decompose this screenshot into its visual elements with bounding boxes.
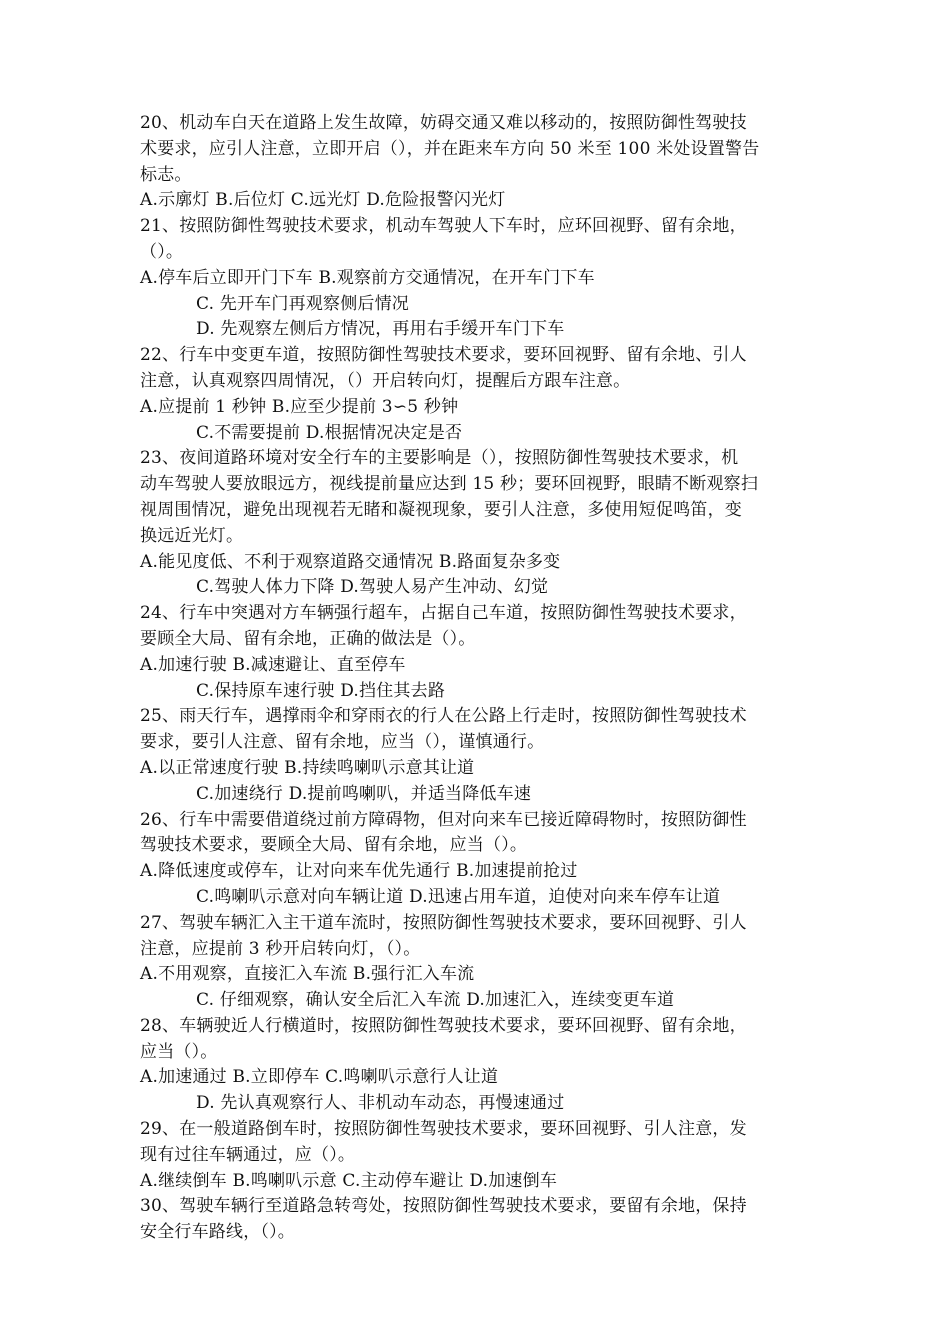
question-text-line: 要求，要引人注意、留有余地，应当（），谨慎通行。 bbox=[140, 732, 545, 753]
question-text-line: 30、驾驶车辆行至道路急转弯处，按照防御性驾驶技术要求，要留有余地，保持 bbox=[140, 1196, 747, 1217]
question-item bbox=[140, 1014, 830, 1117]
question-text-line: 要顾全大局、留有余地，正确的做法是（）。 bbox=[140, 628, 476, 649]
answer-options-line: A.能见度低、不利于观察道路交通情况 B.路面复杂多变 bbox=[140, 551, 561, 572]
question-text-line: 22、行车中变更车道，按照防御性驾驶技术要求，要环回视野、留有余地、引人 bbox=[140, 345, 747, 366]
question-text-line: 注意，应提前 3 秒开启转向灯，（）。 bbox=[140, 938, 421, 959]
question-item bbox=[140, 343, 830, 446]
answer-options-line: A.不用观察，直接汇入车流 B.强行汇入车流 bbox=[140, 964, 475, 985]
question-text-line: 视周围情况，避免出现视若无睹和凝视现象，要引人注意，多使用短促鸣笛，变 bbox=[140, 499, 742, 520]
question-text-line: 20、机动车白天在道路上发生故障，妨碍交通又难以移动的，按照防御性驾驶技 bbox=[140, 113, 747, 133]
question-text-line: 24、行车中突遇对方车辆强行超车，占据自己车道，按照防御性驾驶技术要求， bbox=[140, 603, 747, 624]
answer-options-line: C.鸣喇叭示意对向车辆让道 D.迅速占用车道，迫使对向来车停车让道 bbox=[196, 886, 721, 907]
question-item bbox=[140, 1117, 830, 1194]
question-text-line: 25、雨天行车，遇撑雨伞和穿雨衣的行人在公路上行走时，按照防御性驾驶技术 bbox=[140, 706, 747, 727]
answer-options-line: C. 先开车门再观察侧后情况 bbox=[196, 293, 410, 314]
question-text-line: 28、车辆驶近人行横道时，按照防御性驾驶技术要求，要环回视野、留有余地， bbox=[140, 1015, 747, 1036]
question-item bbox=[140, 911, 830, 1014]
answer-options-line: D. 先观察左侧后方情况，再用右手缓开车门下车 bbox=[196, 319, 565, 340]
answer-options-line: A.应提前 1 秒钟 B.应至少提前 3∽5 秒钟 bbox=[140, 396, 459, 417]
question-text-line: 安全行车路线，（）。 bbox=[140, 1222, 295, 1243]
question-item bbox=[140, 1194, 830, 1246]
question-text-line: 23、夜间道路环境对安全行车的主要影响是（），按照防御性驾驶技术要求，机 bbox=[140, 448, 739, 469]
answer-options-line: A.降低速度或停车，让对向来车优先通行 B.加速提前抢过 bbox=[140, 861, 578, 882]
answer-options-line: C.不需要提前 D.根据情况决定是否 bbox=[196, 422, 463, 443]
answer-options-line: A.加速通过 B.立即停车 C.鸣喇叭示意行人让道 bbox=[140, 1067, 499, 1088]
question-item bbox=[140, 601, 830, 704]
question-text-line: 26、行车中需要借道绕过前方障碍物，但对向来车已接近障碍物时，按照防御性 bbox=[140, 809, 747, 830]
question-text-line: 驾驶技术要求，要顾全大局、留有余地，应当（）。 bbox=[140, 835, 528, 856]
question-text-line: 动车驾驶人要放眼远方，视线提前量应达到 15 秒；要环回视野，眼睛不断观察扫 bbox=[140, 474, 759, 495]
question-text-line: 换远近光灯。 bbox=[140, 525, 244, 546]
question-item bbox=[140, 111, 830, 214]
answer-options-line: A.示廓灯 B.后位灯 C.远光灯 D.危险报警闪光灯 bbox=[140, 190, 506, 211]
question-text-line: 21、按照防御性驾驶技术要求，机动车驾驶人下车时，应环回视野、留有余地， bbox=[140, 216, 747, 237]
question-text-line: 应当（）。 bbox=[140, 1041, 218, 1062]
question-text-line: 29、在一般道路倒车时，按照防御性驾驶技术要求，要环回视野、引人注意，发 bbox=[140, 1119, 747, 1140]
question-text-line: 注意，认真观察四周情况，（）开启转向灯，提醒后方跟车注意。 bbox=[140, 370, 631, 391]
answer-options-line: C.保持原车速行驶 D.挡住其去路 bbox=[196, 680, 446, 701]
answer-options-line: A.停车后立即开门下车 B.观察前方交通情况，在开车门下车 bbox=[140, 267, 595, 288]
answer-options-line: C.驾驶人体力下降 D.驾驶人易产生冲动、幻觉 bbox=[196, 577, 549, 598]
answer-options-line: A.以正常速度行驶 B.持续鸣喇叭示意其让道 bbox=[140, 757, 475, 778]
question-list bbox=[140, 111, 830, 1246]
answer-options-line: C. 仔细观察，确认安全后汇入车流 D.加速汇入，连续变更车道 bbox=[196, 990, 675, 1011]
question-text-line: 27、驾驶车辆汇入主干道车流时，按照防御性驾驶技术要求，要环回视野、引人 bbox=[140, 912, 747, 933]
answer-options-line: C.加速绕行 D.提前鸣喇叭，并适当降低车速 bbox=[196, 783, 532, 804]
question-text-line: 现有过往车辆通过，应（）。 bbox=[140, 1144, 356, 1165]
question-text-line: 术要求，应引人注意，立即开启（），并在距来车方向 50 米至 100 米处设置警告 bbox=[140, 138, 760, 159]
question-text-line: 标志。 bbox=[140, 164, 192, 185]
question-item bbox=[140, 446, 830, 601]
question-item bbox=[140, 214, 830, 343]
answer-options-line: A.继续倒车 B.鸣喇叭示意 C.主动停车避让 D.加速倒车 bbox=[140, 1170, 558, 1191]
question-item bbox=[140, 808, 830, 911]
question-text-line: （）。 bbox=[140, 241, 184, 262]
question-item bbox=[140, 704, 830, 807]
answer-options-line: D. 先认真观察行人、非机动车动态，再慢速通过 bbox=[196, 1093, 565, 1114]
answer-options-line: A.加速行驶 B.减速避让、直至停车 bbox=[140, 654, 406, 675]
